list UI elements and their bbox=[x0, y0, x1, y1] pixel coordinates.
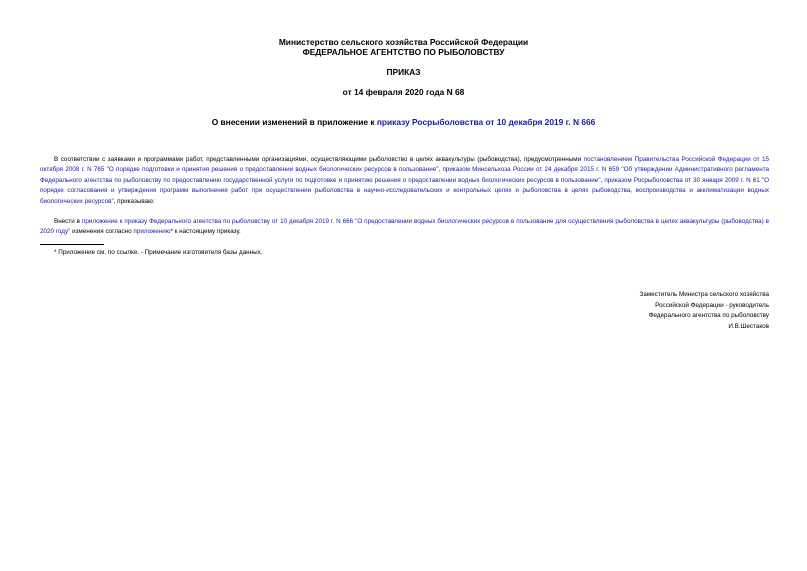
document-type: ПРИКАЗ bbox=[386, 67, 421, 77]
order-text-3: * к настоящему приказу. bbox=[170, 228, 241, 236]
order-666-link[interactable]: приказу Росрыболовства от 10 декабря 2019 г. N 666 bbox=[376, 117, 596, 127]
signatory-name: И.В.Шестаков bbox=[728, 322, 769, 330]
order-text-1: Внести в bbox=[54, 218, 82, 225]
order-659-link[interactable]: приказом Минсельхоза России от 24 декабря 2015 г. N 659 "Об утверждении Административного регламента Федерального агентства по рыболовству по предоставлению государственной услуги по подготовке и принятию решения о предоставлении водных биологических ресурсов в пользование" bbox=[40, 166, 770, 184]
document-subject bbox=[0, 117, 807, 127]
appendix-link[interactable]: приложению bbox=[133, 228, 171, 236]
ministry-title: Министерство сельского хозяйства Российской Федерации bbox=[278, 37, 529, 47]
order-text-2: изменения согласно bbox=[70, 228, 134, 236]
appendix-order-666-link[interactable]: приложение к приказу Федерального агентства по рыболовству от 10 декабря 2019 г. N 666 "О предоставлении водных биологических ресурсов в пользование для осуществления рыболовства в целях аквакультуры (рыбоводства) в 2020 году" bbox=[40, 218, 769, 236]
preamble-text-1: В соответствии с заявками и программами работ, представленными организациями, осуществляющими рыболовство в целях аквакультуры (рыбоводства), предусмотренными bbox=[54, 156, 584, 163]
signature-position-line-1: Заместитель Министра сельского хозяйства bbox=[639, 291, 769, 298]
footnote-divider bbox=[40, 244, 104, 245]
signature-position-line-2: Российской Федерации - руководитель bbox=[655, 301, 769, 309]
footnote-text: * Приложение см. по ссылке. - Примечание изготовителя базы данных. bbox=[54, 249, 263, 256]
agency-title: ФЕДЕРАЛЬНОЕ АГЕНТСТВО ПО РЫБОЛОВСТВУ bbox=[302, 47, 505, 57]
preamble-paragraph bbox=[40, 155, 769, 207]
preamble-text-4: , приказываю: bbox=[113, 197, 155, 205]
order-61-link[interactable]: приказом Росрыболовства от 30 января 2009 г. N 61 "О порядке согласования и утверждения программ выполнения работ при осуществлении рыболовства в научно-исследовательских и контрольных целях и рыболовства в целях рыбоводства, воспроизводства и акклиматизации водных биологических ресурсов" bbox=[40, 176, 770, 205]
resolution-765-link[interactable]: постановлением Правительства Российской Федерации от 15 октября 2008 г. N 765 "О порядке подготовки и принятия решения о предоставлении водных биологических ресурсов в пользование" bbox=[40, 156, 770, 174]
subject-prefix: О внесении изменений в приложение к bbox=[211, 117, 377, 127]
signature-position-line-3: Федерального агентства по рыболовству bbox=[648, 312, 769, 319]
document-date-number: от 14 февраля 2020 года N 68 bbox=[342, 87, 465, 97]
signature-block bbox=[640, 290, 769, 332]
preamble-text-2: , bbox=[438, 166, 443, 174]
order-paragraph bbox=[40, 217, 769, 238]
preamble-text-3: , bbox=[600, 176, 605, 184]
